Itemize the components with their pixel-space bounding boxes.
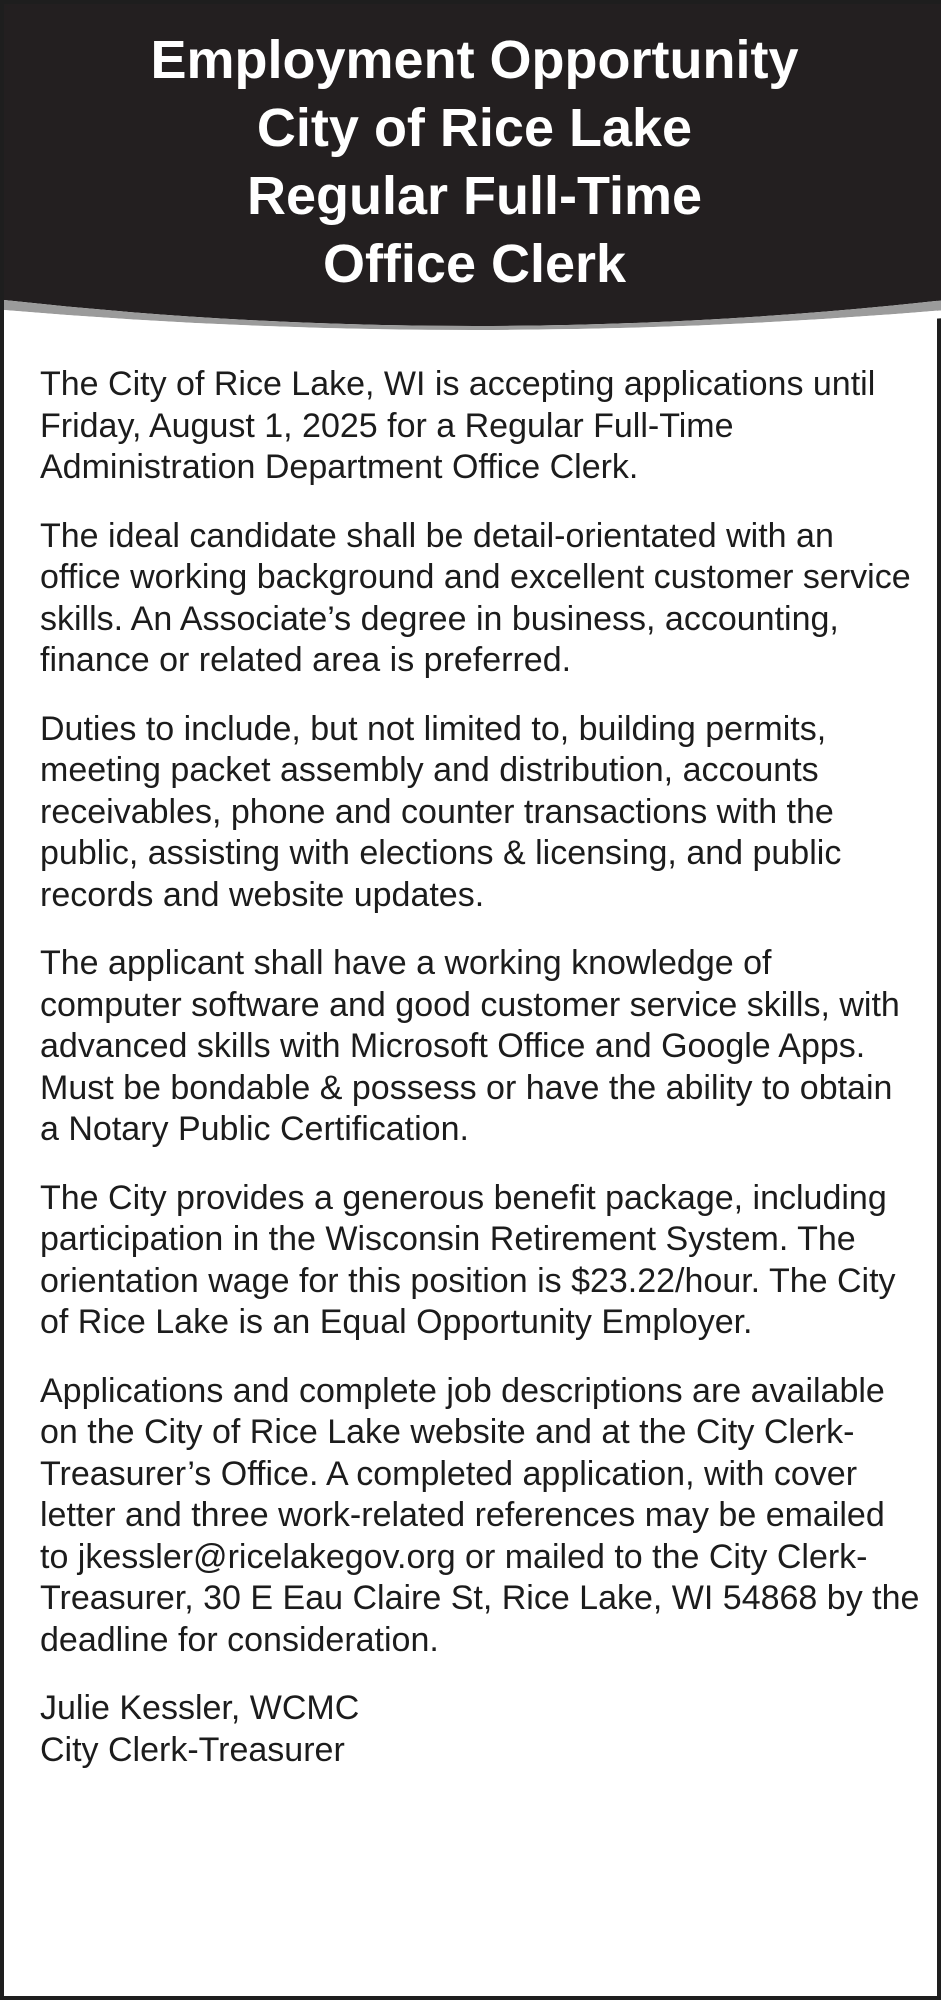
signature-name: Julie Kessler, WCMC <box>40 1689 360 1727</box>
paragraph-application-deadline: The City of Rice Lake, WI is accepting applications until Friday, August 1, 2025 for a Regular Full-Time Administration Department Office Clerk. <box>40 365 876 486</box>
ad-title <box>4 26 941 298</box>
title-line-2: City of Rice Lake <box>256 98 693 158</box>
paragraph-duties: Duties to include, but not limited to, building permits, meeting packet assembly and distribution, accounts receivables, phone and counter transactions with the public, assisting with elections & licensing, and public records and website updates. <box>40 709 842 914</box>
title-line-3: Regular Full-Time <box>246 166 703 226</box>
signature-title: City Clerk-Treasurer <box>40 1730 345 1769</box>
paragraph-benefits: The City provides a generous benefit package, including participation in the Wisconsin Retirement System. The orientation wage for this position is $23.22/hour. The City of Rice Lake is an Equal Opportunity Employer. <box>40 1178 896 1341</box>
ad-header <box>4 4 941 344</box>
title-line-1: Employment Opportunity <box>150 30 799 90</box>
paragraph-ideal-candidate: The ideal candidate shall be detail-orientated with an office working background and excellent customer service skills. An Associate’s degree in business, accounting, finance or related area is preferred. <box>40 516 911 679</box>
paragraph-skills: The applicant shall have a working knowledge of computer software and good customer service skills, with advanced skills with Microsoft Office and Google Apps. Must be bondable & possess or have the ability to obtain a Notary Public Certification. <box>40 944 900 1148</box>
signature-block <box>40 1688 920 1771</box>
ad-body <box>40 364 920 1771</box>
title-line-4: Office Clerk <box>322 234 627 294</box>
paragraph-how-to-apply: Applications and complete job descriptions are available on the City of Rice Lake website and at the City Clerk-Treasurer’s Office. A completed application, with cover letter and three work-related references may be emailed to jkessler@ricelakegov.org or mailed to the City Clerk-Treasurer, 30 E Eau Claire St, Rice Lake, WI 54868 by the deadline for consideration. <box>40 1371 920 1659</box>
